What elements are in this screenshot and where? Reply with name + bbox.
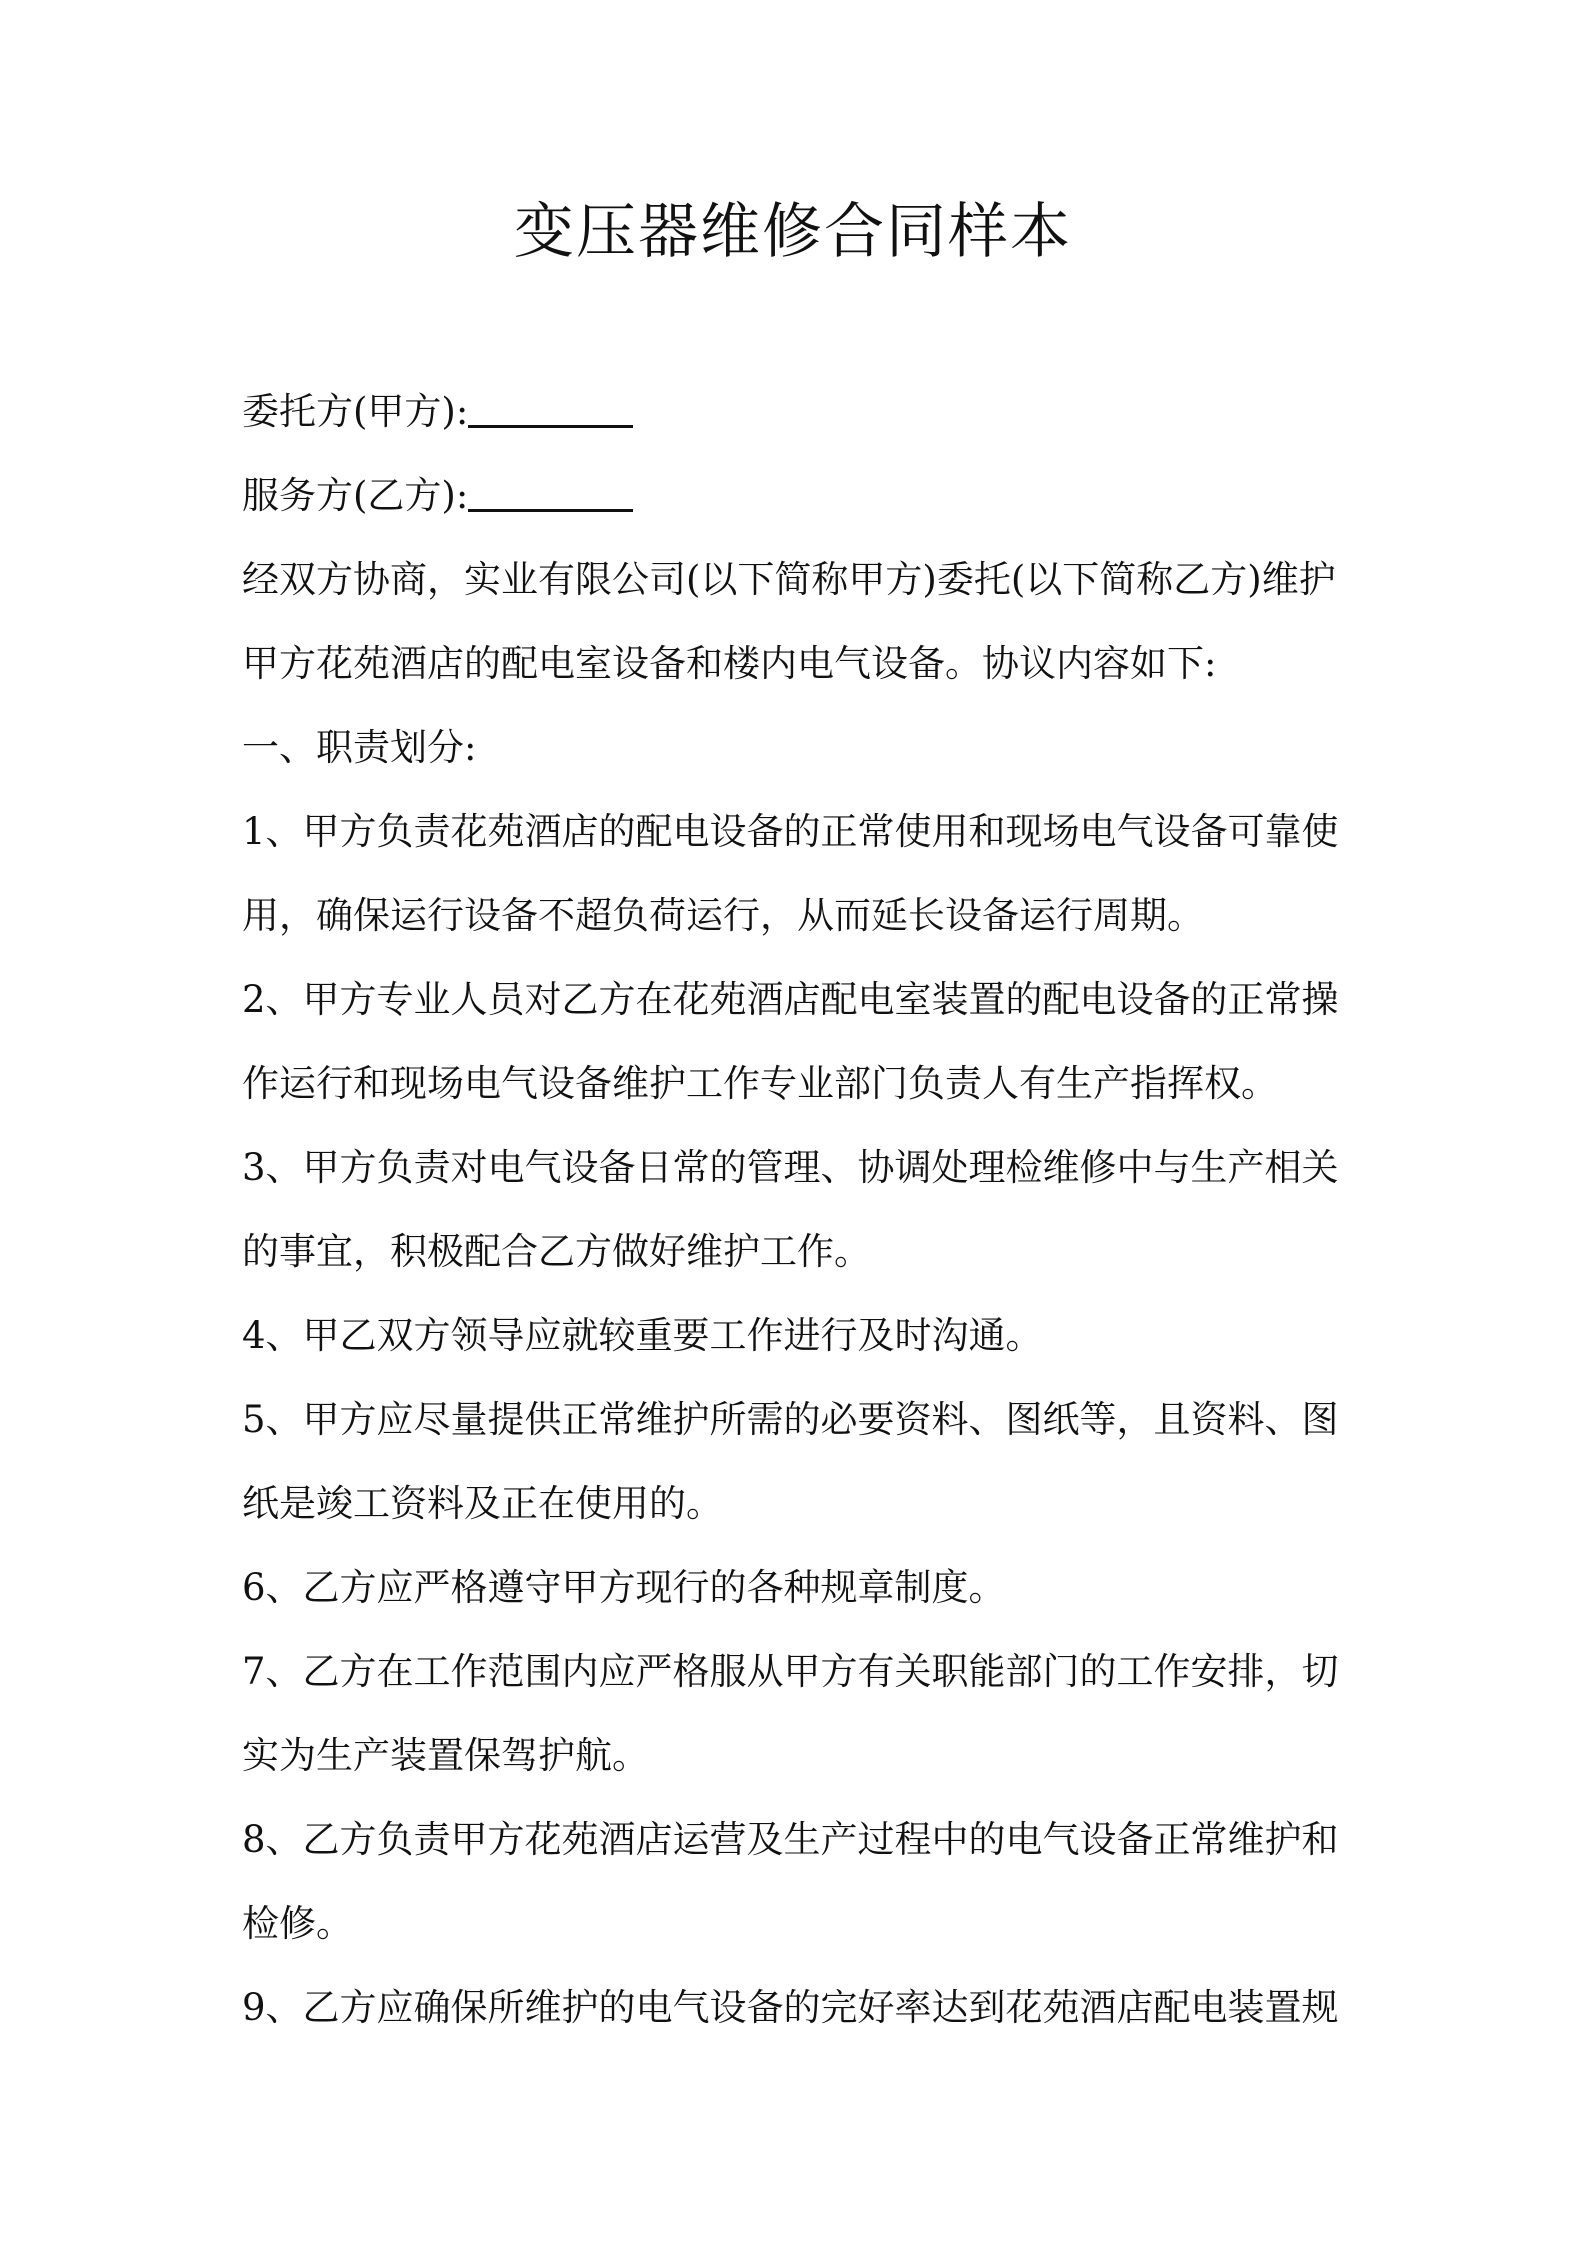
clause-4-line-1: 4、甲乙双方领导应就较重要工作进行及时沟通。 bbox=[242, 1314, 1043, 1357]
party-b-blank bbox=[468, 469, 633, 512]
clause-8-line-1: 8、乙方负责甲方花苑酒店运营及生产过程中的电气设备正常维护和 bbox=[242, 1818, 1339, 1861]
clause-2-line-1: 2、甲方专业人员对乙方在花苑酒店配电室装置的配电设备的正常操 bbox=[242, 978, 1339, 1021]
party-a-label: 委托方(甲方): bbox=[242, 390, 469, 433]
party-a-blank bbox=[468, 385, 633, 428]
intro-line-2: 甲方花苑酒店的配电室设备和楼内电气设备。协议内容如下: bbox=[242, 642, 1217, 685]
clause-1-line-1: 1、甲方负责花苑酒店的配电设备的正常使用和现场电气设备可靠使 bbox=[242, 810, 1339, 853]
clause-5-line-1: 5、甲方应尽量提供正常维护所需的必要资料、图纸等，且资料、图 bbox=[242, 1398, 1339, 1441]
clause-5-line-2: 纸是竣工资料及正在使用的。 bbox=[242, 1482, 723, 1525]
clause-1-line-2: 用，确保运行设备不超负荷运行，从而延长设备运行周期。 bbox=[242, 894, 1204, 937]
clause-3-line-1: 3、甲方负责对电气设备日常的管理、协调处理检维修中与生产相关 bbox=[242, 1146, 1339, 1189]
party-a-line bbox=[242, 370, 1352, 454]
clause-6-line-1: 6、乙方应严格遵守甲方现行的各种规章制度。 bbox=[242, 1566, 1006, 1609]
clause-8-line-2: 检修。 bbox=[242, 1902, 353, 1945]
clause-3-line-2: 的事宜，积极配合乙方做好维护工作。 bbox=[242, 1230, 871, 1273]
clause-7-line-1: 7、乙方在工作范围内应严格服从甲方有关职能部门的工作安排，切 bbox=[242, 1650, 1339, 1693]
intro-line-1: 经双方协商，实业有限公司(以下简称甲方)委托(以下简称乙方)维护 bbox=[242, 558, 1336, 601]
clause-2-line-2: 作运行和现场电气设备维护工作专业部门负责人有生产指挥权。 bbox=[242, 1062, 1278, 1105]
party-b-line bbox=[242, 454, 1352, 538]
clause-9-line-1: 9、乙方应确保所维护的电气设备的完好率达到花苑酒店配电装置规 bbox=[242, 1986, 1339, 2029]
section-heading: 一、职责划分: bbox=[242, 726, 477, 769]
document-title: 变压器维修合同样本 bbox=[514, 197, 1072, 267]
party-b-label: 服务方(乙方): bbox=[242, 474, 469, 517]
document-body bbox=[242, 370, 1352, 2050]
clause-7-line-2: 实为生产装置保驾护航。 bbox=[242, 1734, 649, 1777]
